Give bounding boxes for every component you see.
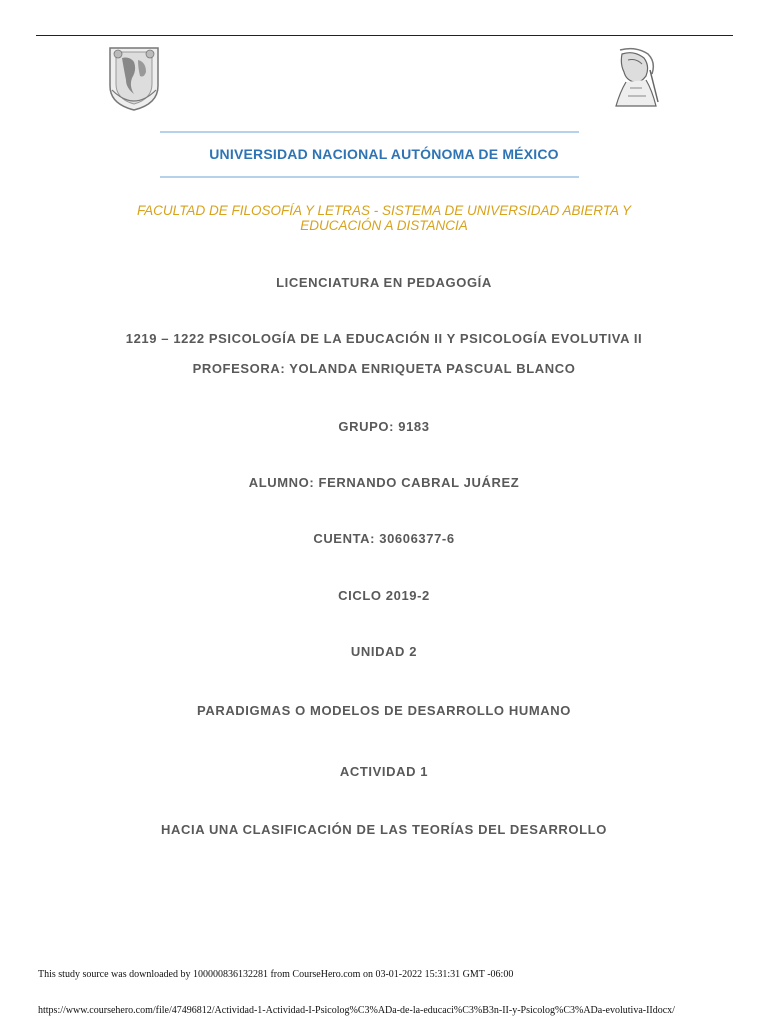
course-name: 1219 – 1222 PSICOLOGÍA DE LA EDUCACIÓN II Y PSICOLOGÍA EVOLUTIVA II [125, 331, 643, 346]
student-name: ALUMNO: FERNANDO CABRAL JUÁREZ [248, 475, 520, 490]
professor-name: PROFESORA: YOLANDA ENRIQUETA PASCUAL BLANCO [192, 361, 576, 376]
group-number: GRUPO: 9183 [338, 419, 430, 434]
topic-title: PARADIGMAS O MODELOS DE DESARROLLO HUMANO [197, 703, 571, 718]
program-name: LICENCIATURA EN PEDAGOGÍA [276, 275, 492, 290]
download-note: This study source was downloaded by 100000836132281 from CourseHero.com on 03-01-2022 15:31:31 GMT -06:00 [38, 969, 514, 980]
activity-number: ACTIVIDAD 1 [339, 764, 429, 779]
university-title: UNIVERSIDAD NACIONAL AUTÓNOMA DE MÉXICO [209, 146, 559, 162]
unit-number: UNIDAD 2 [350, 644, 418, 659]
faculty-line-1: FACULTAD DE FILOSOFÍA Y LETRAS - SISTEMA DE UNIVERSIDAD ABIERTA Y [136, 203, 632, 218]
title-top-rule [160, 131, 579, 133]
school-cycle: CICLO 2019-2 [338, 588, 430, 603]
activity-title: HACIA UNA CLASIFICACIÓN DE LAS TEORÍAS DEL DESARROLLO [161, 822, 607, 837]
ffyl-helmet-logo [606, 46, 664, 110]
title-bottom-rule [160, 176, 579, 178]
faculty-line-2: EDUCACIÓN A DISTANCIA [300, 218, 468, 233]
account-number: CUENTA: 30606377-6 [313, 531, 455, 546]
top-rule [36, 35, 733, 36]
source-url[interactable]: https://www.coursehero.com/file/47496812/Actividad-1-Actividad-I-Psicolog%C3%ADa-de-la-educaci%C3%B3n-II-y-Psicolog%C3%ADa-evolutiva-IIdocx/ [38, 1005, 675, 1016]
unam-seal-logo [104, 42, 164, 112]
faculty-name [110, 203, 658, 233]
